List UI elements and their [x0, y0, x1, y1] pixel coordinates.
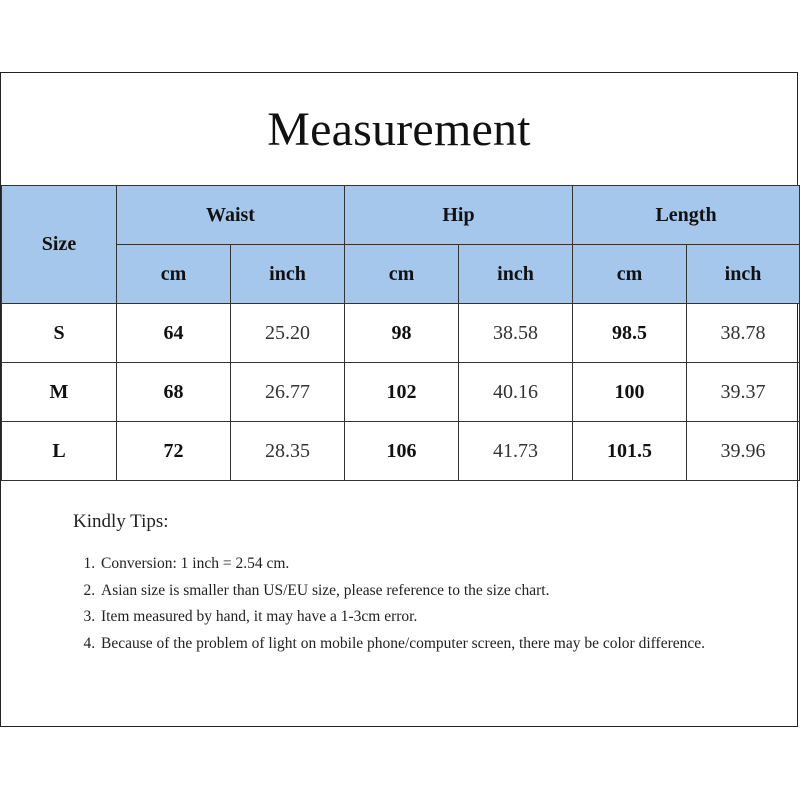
tips-title: Kindly Tips:	[73, 511, 169, 532]
length-cm-cell: 101.5	[573, 422, 687, 481]
length-group-header: Length	[573, 186, 800, 245]
size-cell: L	[2, 422, 117, 481]
waist-group-header: Waist	[117, 186, 345, 245]
list-item: 4. Because of the problem of light on mobile phone/computer screen, there may be color difference.	[99, 631, 753, 658]
size-cell: M	[2, 363, 117, 422]
table-row	[2, 304, 800, 363]
size-table	[1, 185, 800, 481]
hip-cm-cell: 106	[345, 422, 459, 481]
kindly-tips	[73, 511, 753, 657]
unit-header: inch	[459, 245, 573, 304]
table-row	[2, 363, 800, 422]
waist-cm-cell: 68	[117, 363, 231, 422]
page-title: Measurement	[267, 103, 531, 156]
length-inch-cell: 39.96	[687, 422, 800, 481]
list-item: 1. Conversion: 1 inch = 2.54 cm.	[99, 551, 753, 578]
waist-cm-cell: 72	[117, 422, 231, 481]
hip-inch-cell: 41.73	[459, 422, 573, 481]
length-inch-cell: 39.37	[687, 363, 800, 422]
unit-header: cm	[345, 245, 459, 304]
hip-inch-cell: 38.58	[459, 304, 573, 363]
length-cm-cell: 98.5	[573, 304, 687, 363]
waist-inch-cell: 25.20	[231, 304, 345, 363]
hip-cm-cell: 102	[345, 363, 459, 422]
length-cm-cell: 100	[573, 363, 687, 422]
length-inch-cell: 38.78	[687, 304, 800, 363]
table-row	[2, 422, 800, 481]
waist-inch-cell: 28.35	[231, 422, 345, 481]
size-cell: S	[2, 304, 117, 363]
unit-header: cm	[573, 245, 687, 304]
list-item: 2. Asian size is smaller than US/EU size, please reference to the size chart.	[99, 578, 753, 605]
waist-cm-cell: 64	[117, 304, 231, 363]
hip-inch-cell: 40.16	[459, 363, 573, 422]
hip-group-header: Hip	[345, 186, 573, 245]
tips-list	[73, 551, 753, 657]
unit-header: inch	[687, 245, 800, 304]
unit-header: inch	[231, 245, 345, 304]
table-header-row	[2, 186, 800, 245]
hip-cm-cell: 98	[345, 304, 459, 363]
measurement-card	[0, 72, 798, 727]
waist-inch-cell: 26.77	[231, 363, 345, 422]
list-item: 3. Item measured by hand, it may have a 1-3cm error.	[99, 604, 753, 631]
table-unit-row	[2, 245, 800, 304]
unit-header: cm	[117, 245, 231, 304]
size-column-header: Size	[2, 186, 117, 304]
